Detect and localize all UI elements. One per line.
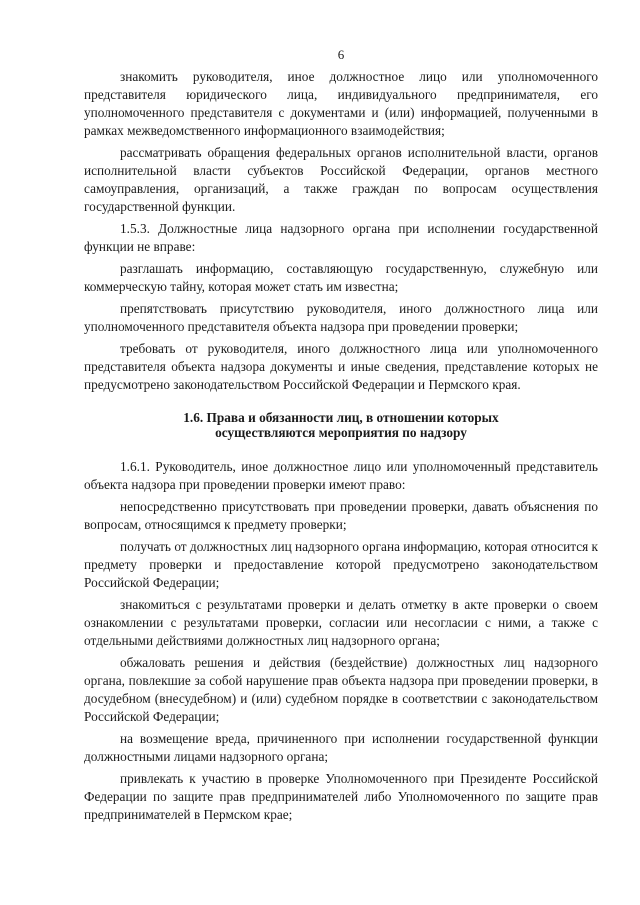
paragraph: на возмещение вреда, причиненного при исполнении государственной функции должностными лицами надзорного органа; bbox=[84, 731, 598, 764]
paragraph: знакомить руководителя, иное должностное лицо или уполномоченного представителя юридического лица, индивидуального предпринимателя, его уполномоченного представителя с документами и (или) информацией, полученными в рамках межведомственного информационного взаимодействия; bbox=[84, 69, 598, 138]
paragraph: препятствовать присутствию руководителя, иного должностного лица или уполномоченного представителя объекта надзора при проведении проверки; bbox=[84, 301, 598, 334]
paragraph: непосредственно присутствовать при проведении проверки, давать объяснения по вопросам, относящимся к предмету проверки; bbox=[84, 499, 598, 532]
document-page bbox=[84, 46, 598, 828]
paragraphs-top bbox=[84, 68, 598, 394]
paragraph: рассматривать обращения федеральных органов исполнительной власти, органов исполнительной власти субъектов Российской Федерации, органов местного самоуправления, организаций, а также граждан по вопросам осуществления государственной функции. bbox=[84, 145, 598, 214]
paragraph: требовать от руководителя, иного должностного лица или уполномоченного представителя объекта надзора документы и иные сведения, представление которых не предусмотрено законодательством Российской Федерации и Пермского края. bbox=[84, 341, 598, 392]
paragraph: знакомиться с результатами проверки и делать отметку в акте проверки о своем ознакомлении с результатами проверки, согласии или несогласии с ними, а также с отдельными действиями должностных лиц надзорного органа; bbox=[84, 597, 598, 648]
paragraph: получать от должностных лиц надзорного органа информацию, которая относится к предмету проверки и предоставление которой предусмотрено законодательством Российской Федерации; bbox=[84, 539, 598, 590]
paragraph: обжаловать решения и действия (бездействие) должностных лиц надзорного органа, повлекшие за собой нарушение прав объекта надзора при проведении проверки, в досудебном (внесудебном) и (или) судебном порядке в соответствии с законодательством Российской Федерации; bbox=[84, 655, 598, 724]
section-heading-line: 1.6. Права и обязанности лиц, в отношении которых bbox=[183, 410, 499, 425]
paragraph: 1.6.1. Руководитель, иное должностное лицо или уполномоченный представитель объекта надзора при проведении проверки имеют право: bbox=[84, 459, 598, 492]
section-heading-line: осуществляются мероприятия по надзору bbox=[215, 425, 467, 440]
paragraphs-bottom bbox=[84, 458, 598, 824]
paragraph: разглашать информацию, составляющую государственную, служебную или коммерческую тайну, которая может стать им известна; bbox=[84, 261, 598, 294]
paragraph: привлекать к участию в проверке Уполномоченного при Президенте Российской Федерации по защите прав предпринимателей либо Уполномоченного по защите прав предпринимателей в Пермском крае; bbox=[84, 771, 598, 822]
page-number: 6 bbox=[337, 47, 345, 62]
section-heading bbox=[84, 410, 598, 440]
paragraph: 1.5.3. Должностные лица надзорного органа при исполнении государственной функции не вправе: bbox=[84, 221, 598, 254]
